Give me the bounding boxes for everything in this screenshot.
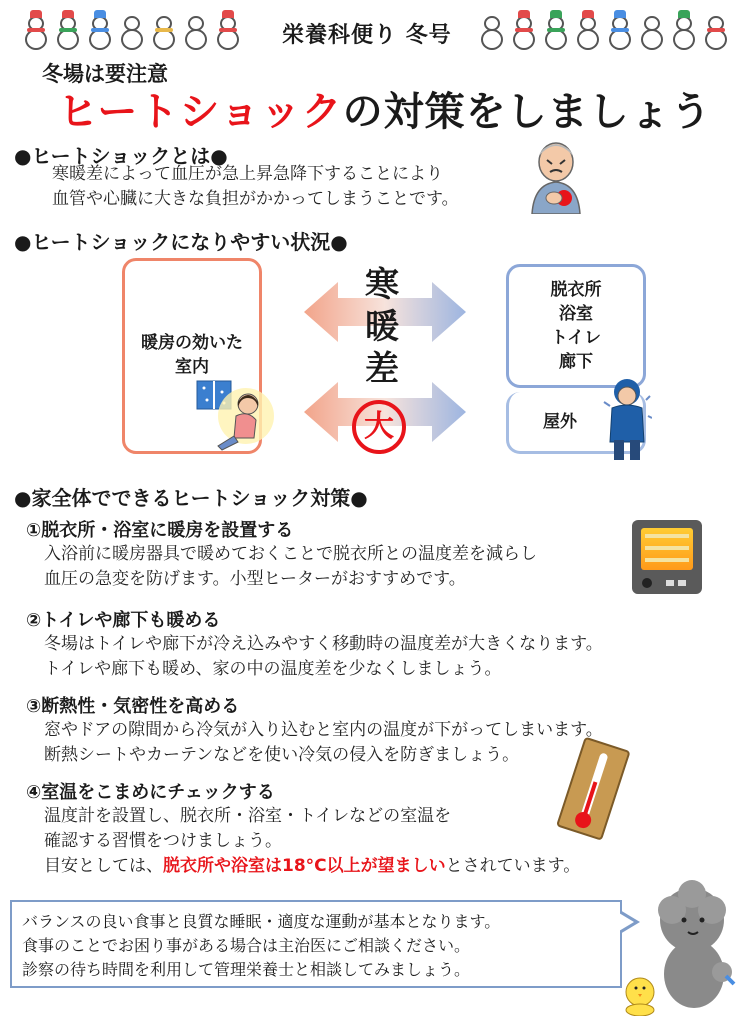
measure-item-insulation xyxy=(26,692,603,768)
text-line: 冬場はトイレや廊下が冷え込みやすく移動時の温度差が大きくなります。 xyxy=(44,634,603,654)
text-line: 断熱シートやカーテンなどを使い冷気の侵入を防ぎましょう。 xyxy=(44,745,520,765)
text-segment: とされています。 xyxy=(445,856,581,876)
dog-mascot-icon xyxy=(622,880,738,1016)
elderly-person-chest-pain-icon xyxy=(524,138,588,214)
outdoor-label: 屋外 xyxy=(543,411,577,432)
snowman-icon xyxy=(702,10,730,50)
snowman-icon xyxy=(478,10,506,50)
measure-text xyxy=(26,804,580,879)
measure-item-heater xyxy=(26,516,537,592)
cold-place-label: 廊下 xyxy=(559,352,593,372)
text-line: 診察の待ち時間を利用して管理栄養士と相談してみましょう。 xyxy=(22,960,471,979)
temp-diff-char: 暖 xyxy=(365,307,399,347)
pre-headline: 冬場は要注意 xyxy=(42,62,168,86)
measure-item-room-temperature xyxy=(26,778,580,879)
snowman-icon xyxy=(542,10,570,50)
snowman-icon xyxy=(670,10,698,50)
cold-place-label: トイレ xyxy=(550,328,602,348)
headline-highlight: ヒートショック xyxy=(58,89,343,135)
text-line: 温度計を設置し、脱衣所・浴室・トイレなどの室温を xyxy=(44,806,452,826)
closing-message-box xyxy=(10,900,622,988)
text-line: 入浴前に暖房器具で暖めておくことで脱衣所との温度差を減らし xyxy=(44,544,537,564)
snowman-icon xyxy=(574,10,602,50)
snowman-icon xyxy=(118,10,146,50)
text-line: 血圧の急変を防げます。小型ヒーターがおすすめです。 xyxy=(44,569,466,589)
warm-room-label: 暖房の効いた xyxy=(141,333,243,353)
text-line: バランスの良い食事と良質な睡眠・適度な運動が基本となります。 xyxy=(22,912,501,931)
shivering-person-icon xyxy=(602,372,652,464)
snowman-icon xyxy=(510,10,538,50)
heater-icon xyxy=(632,520,702,594)
cold-places-box xyxy=(506,264,646,388)
measure-text xyxy=(26,542,537,592)
measure-text xyxy=(26,632,603,682)
recommended-temperature-highlight: 脱衣所や浴室は18°C以上が望ましい xyxy=(163,856,446,876)
section-heading-measures: ●家全体でできるヒートショック対策● xyxy=(14,486,368,510)
measure-item-toilet-hallway xyxy=(26,606,603,682)
text-segment: 目安としては、 xyxy=(44,856,163,876)
headline xyxy=(58,80,712,137)
definition-text xyxy=(52,162,459,212)
measure-title: ①脱衣所・浴室に暖房を設置する xyxy=(26,520,294,541)
measure-text xyxy=(26,718,603,768)
text-line: 食事のことでお困り事がある場合は主治医にご相談ください。 xyxy=(22,936,471,955)
temperature-difference-label xyxy=(356,264,408,390)
snowman-icon xyxy=(54,10,82,50)
text-line: 窓やドアの隙間から冷気が入り込むと室内の温度が下がってしまいます。 xyxy=(44,720,603,740)
snowman-icon xyxy=(214,10,242,50)
snowman-icon xyxy=(182,10,210,50)
woman-sitting-warm-icon xyxy=(214,386,278,454)
text-line: 血管や心臓に大きな負担がかかってしまうことです。 xyxy=(52,189,459,209)
section-heading-situations: ●ヒートショックになりやすい状況● xyxy=(14,230,348,254)
snowman-icon xyxy=(86,10,114,50)
large-difference-mark: 大 xyxy=(352,400,406,454)
snowman-icon xyxy=(22,10,50,50)
snowman-icon xyxy=(606,10,634,50)
text-line xyxy=(44,854,580,879)
snowman-decoration-left xyxy=(22,10,242,54)
cold-place-label: 浴室 xyxy=(559,304,593,324)
text-line: 確認する習慣をつけましょう。 xyxy=(44,831,282,851)
temp-diff-char: 寒 xyxy=(365,265,399,305)
snowman-icon xyxy=(150,10,178,50)
headline-rest: の対策をしましょう xyxy=(342,89,712,135)
snowman-icon xyxy=(638,10,666,50)
text-line: 寒暖差によって血圧が急上昇急降下することにより xyxy=(52,164,443,184)
measure-title: ③断熱性・気密性を高める xyxy=(26,696,240,717)
text-line: トイレや廊下も暖め、家の中の温度差を少なくしましょう。 xyxy=(44,659,502,679)
measure-title: ④室温をこまめにチェックする xyxy=(26,782,275,803)
newsletter-title: 栄養科便り 冬号 xyxy=(282,23,452,48)
section-heading-what-is: ●ヒートショックとは● xyxy=(14,144,228,168)
snowman-decoration-right xyxy=(478,10,730,54)
measure-title: ②トイレや廊下も暖める xyxy=(26,610,221,631)
warm-room-label: 室内 xyxy=(175,357,209,377)
cold-place-label: 脱衣所 xyxy=(550,280,602,300)
temp-diff-char: 差 xyxy=(365,349,399,389)
